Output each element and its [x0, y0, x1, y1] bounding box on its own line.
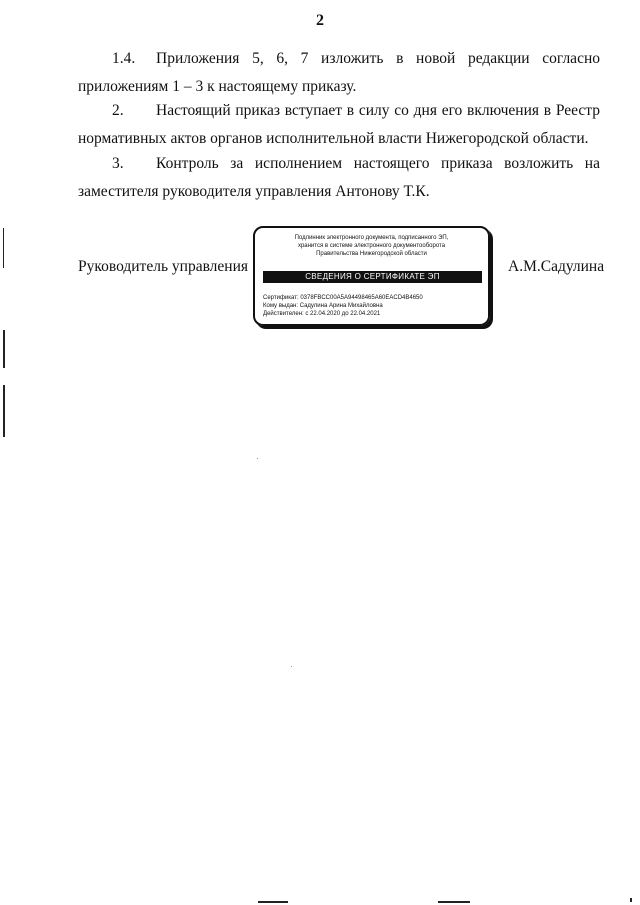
- paragraph-3: [78, 150, 600, 206]
- stamp-intro-line: Подлинник электронного документа, подписанного ЭП,: [294, 235, 449, 241]
- paragraph-text: Приложения 5, 6, 7 изложить в новой редакции согласно приложениям 1 – 3 к настоящему приказу.: [78, 50, 600, 95]
- paragraph-number: 2.: [112, 102, 124, 119]
- scan-edge-mark: [258, 901, 288, 903]
- certificate-label: Сертификат:: [263, 295, 299, 301]
- stamp-header: СВЕДЕНИЯ О СЕРТИФИКАТЕ ЭП: [263, 271, 482, 283]
- paragraph-number: 1.4.: [112, 50, 136, 67]
- certificate-value: 0378FBCC00A5A94498465A60EACD4B4650: [300, 295, 423, 301]
- issued-to-value: Садулина Арина Михайловна: [299, 303, 383, 309]
- paragraph-number: 3.: [112, 155, 124, 172]
- issued-to-label: Кому выдан:: [263, 303, 299, 309]
- scan-speck: [291, 666, 292, 667]
- validity-value: с 22.04.2020 до 22.04.2021: [305, 311, 381, 317]
- paragraph-2: [78, 97, 600, 153]
- stamp-intro-line: хранится в системе электронного документооборота: [297, 243, 446, 249]
- scan-edge-mark: [3, 330, 5, 368]
- scan-edge-mark: [630, 898, 632, 902]
- signer-name: А.М.Садулина: [508, 258, 605, 275]
- scan-speck: [257, 458, 258, 459]
- electronic-signature-stamp: [253, 226, 490, 326]
- page-number: 2: [316, 12, 324, 29]
- validity-row: [263, 310, 423, 318]
- stamp-intro-line: Правительства Нижегородской области: [316, 251, 427, 257]
- scan-edge-mark: [3, 385, 5, 437]
- stamp-details: [263, 294, 423, 318]
- scan-edge-mark: [3, 228, 4, 268]
- paragraph-1-4: [78, 45, 600, 101]
- scan-edge-mark: [438, 901, 470, 903]
- validity-label: Действителен:: [263, 311, 304, 317]
- stamp-intro: [255, 234, 488, 258]
- certificate-row: [263, 294, 423, 302]
- issued-to-row: [263, 302, 423, 310]
- paragraph-text: Настоящий приказ вступает в силу со дня его включения в Реестр нормативных актов органов исполнительной власти Нижегородской области.: [78, 102, 600, 147]
- paragraph-text: Контроль за исполнением настоящего приказа возложить на заместителя руководителя управления Антонову Т.К.: [78, 155, 600, 200]
- signer-title: Руководитель управления: [78, 258, 249, 275]
